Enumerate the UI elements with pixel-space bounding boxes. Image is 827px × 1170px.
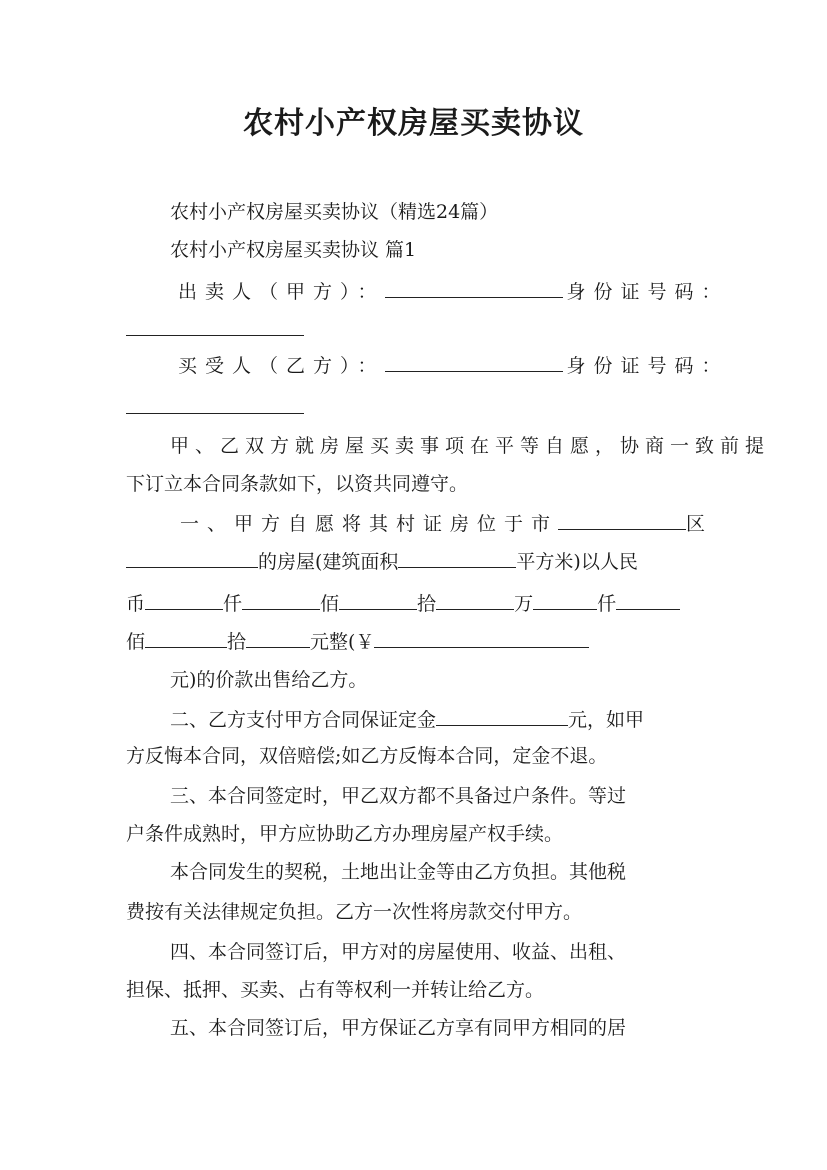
- seller-id-label: 身份证号码：: [566, 281, 729, 303]
- seller-line: [178, 278, 729, 306]
- seller-label: 出卖人（甲方）：: [178, 281, 385, 303]
- price-blank-2: [242, 590, 320, 610]
- price-blank-6: [616, 590, 680, 610]
- seller-id-blank: [126, 316, 304, 336]
- tax-line-1: 本合同发生的契税，土地出让金等由乙方负担。其他税: [170, 861, 627, 883]
- intro-collection: 农村小产权房屋买卖协议（精选24篇）: [170, 201, 499, 223]
- clause-3-line-2: 户条件成熟时，甲方应协助乙方办理房屋产权手续。: [126, 823, 564, 845]
- tax-line-2: 费按有关法律规定负担。乙方一次性将房款交付甲方。: [126, 901, 583, 923]
- buyer-line: [178, 352, 729, 380]
- price-blank-3: [339, 590, 417, 610]
- preamble-line-1: 甲、乙双方就房屋买卖事项在平等自愿，协商一致前提: [170, 435, 771, 457]
- clause-1-line-2: 的房屋(建筑面积 平方米)以人民: [126, 548, 638, 576]
- price-blank-8: [246, 628, 310, 648]
- city-blank: [558, 510, 686, 530]
- clause-5-line-1: 五、本合同签订后，甲方保证乙方享有同甲方相同的居: [170, 1017, 627, 1039]
- price-blank-7: [145, 628, 227, 648]
- clause-3-line-1: 三、本合同签定时，甲乙双方都不具备过户条件。等过: [170, 785, 627, 807]
- area-blank: [398, 548, 516, 568]
- price-blank-4: [436, 590, 514, 610]
- deposit-blank: [436, 706, 568, 726]
- clause-2-line-2: 方反悔本合同，双倍赔偿;如乙方反悔本合同，定金不退。: [126, 745, 608, 767]
- buyer-id-label: 身份证号码：: [566, 355, 729, 377]
- seller-name-blank: [385, 278, 563, 298]
- clause-1-line-4: 佰 拾 元整(￥: [126, 628, 589, 656]
- price-amount-blank: [374, 628, 589, 648]
- clause-4-line-1: 四、本合同签订后，甲方对的房屋使用、收益、出租、: [170, 941, 627, 963]
- price-blank-1: [145, 590, 223, 610]
- clause-1-line-1: 一、甲方自愿将其村证房位于市 区: [180, 510, 713, 538]
- district-blank: [126, 548, 258, 568]
- seller-id-line: [126, 316, 304, 344]
- buyer-id-blank: [126, 394, 304, 414]
- clause-1-line-5: 元)的价款出售给乙方。: [170, 669, 368, 691]
- preamble-line-2: 下订立本合同条款如下，以资共同遵守。: [126, 473, 469, 495]
- buyer-id-line: [126, 394, 304, 422]
- clause-2-line-1: 二、乙方支付甲方合同保证定金 元，如甲: [170, 706, 644, 734]
- buyer-name-blank: [385, 352, 563, 372]
- clause-4-line-2: 担保、抵押、买卖、占有等权利一并转让给乙方。: [126, 979, 545, 1001]
- clause-1-line-3: 币 仟 佰 拾 万 仟: [126, 590, 680, 618]
- price-blank-5: [533, 590, 597, 610]
- intro-article: 农村小产权房屋买卖协议 篇1: [170, 239, 417, 261]
- buyer-label: 买受人（乙方）：: [178, 355, 385, 377]
- document-title: 农村小产权房屋买卖协议: [243, 106, 584, 141]
